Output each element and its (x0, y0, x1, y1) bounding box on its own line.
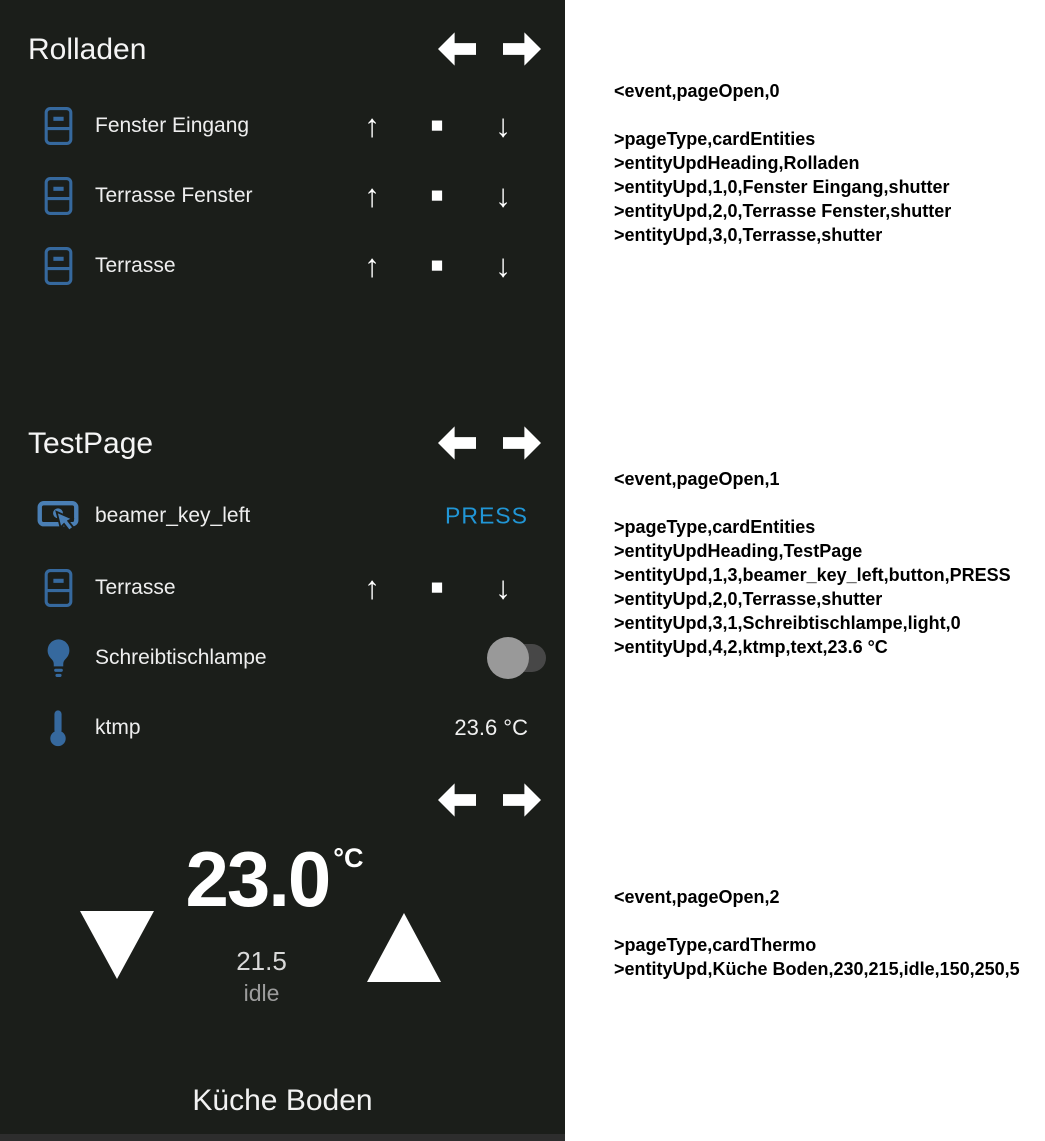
entity-row (0, 104, 565, 148)
shutter-stop-icon[interactable]: ■ (430, 114, 444, 137)
current-temperature-value: 23.0 (185, 835, 330, 923)
log-event-line: <event,pageOpen,1 (614, 469, 780, 489)
page-nav (438, 32, 541, 66)
entity-row (0, 706, 565, 750)
shutter-stop-icon[interactable]: ■ (430, 184, 444, 207)
serial-log-page2 (614, 885, 1020, 981)
page-nav (438, 783, 541, 817)
log-line: >entityUpd,2,0,Terrasse,shutter (614, 589, 883, 609)
log-line: >entityUpd,3,1,Schreibtischlampe,light,0 (614, 613, 961, 633)
shutter-icon (32, 569, 84, 608)
page-title: Rolladen (28, 33, 147, 66)
temperature-unit: °C (333, 843, 364, 873)
serial-log-page0 (614, 79, 951, 247)
log-line: >pageType,cardEntities (614, 129, 816, 149)
log-event-line: <event,pageOpen,0 (614, 81, 780, 101)
gesture-tap-button-icon (32, 495, 84, 537)
entity-row (0, 494, 565, 538)
entity-label: Terrasse Fenster (95, 184, 253, 207)
page-nav (438, 426, 541, 460)
serial-log-page1 (614, 467, 1011, 659)
current-temperature (0, 835, 557, 923)
sensor-value: 23.6 °C (454, 715, 528, 740)
entity-row (0, 174, 565, 218)
page-title: TestPage (28, 427, 154, 460)
log-line: >pageType,cardEntities (614, 517, 816, 537)
log-line: >entityUpd,2,0,Terrasse Fenster,shutter (614, 201, 952, 221)
thermometer-icon (32, 708, 84, 748)
entity-label: ktmp (95, 716, 141, 739)
entity-row (0, 244, 565, 288)
shutter-stop-icon[interactable]: ■ (430, 254, 444, 277)
shutter-down-icon[interactable]: ↓ (495, 177, 511, 214)
log-line: >entityUpdHeading,TestPage (614, 541, 863, 561)
entity-label: Terrasse (95, 576, 176, 599)
shutter-stop-icon[interactable]: ■ (430, 576, 444, 599)
log-event-line: <event,pageOpen,2 (614, 887, 780, 907)
entity-label: Terrasse (95, 254, 176, 277)
entity-row (0, 566, 565, 610)
toggle-knob[interactable] (487, 637, 529, 679)
entity-label: Fenster Eingang (95, 114, 250, 137)
entity-row (0, 636, 565, 680)
log-line: >pageType,cardThermo (614, 935, 817, 955)
light-bulb-icon (32, 638, 84, 679)
press-button[interactable]: PRESS (445, 502, 528, 529)
shutter-icon (32, 177, 84, 216)
log-line: >entityUpdHeading,Rolladen (614, 153, 860, 173)
page-prev-icon[interactable] (438, 32, 476, 66)
page-prev-icon[interactable] (438, 426, 476, 460)
log-line: >entityUpd,Küche Boden,230,215,idle,150,250,5 (614, 959, 1020, 979)
shutter-up-icon[interactable]: ↑ (364, 247, 380, 284)
thermostat-title: Küche Boden (192, 1084, 373, 1117)
log-line: >entityUpd,1,3,beamer_key_left,button,PRESS (614, 565, 1011, 585)
page-next-icon[interactable] (503, 32, 541, 66)
target-temperature: 21.5 (236, 946, 287, 976)
page-next-icon[interactable] (503, 783, 541, 817)
panel-edge (0, 1134, 565, 1141)
shutter-up-icon[interactable]: ↑ (364, 107, 380, 144)
light-toggle[interactable] (494, 644, 546, 672)
shutter-down-icon[interactable]: ↓ (495, 107, 511, 144)
hvac-state: idle (243, 980, 280, 1006)
page-next-icon[interactable] (503, 426, 541, 460)
shutter-up-icon[interactable]: ↑ (364, 569, 380, 606)
shutter-icon (32, 247, 84, 286)
log-line: >entityUpd,4,2,ktmp,text,23.6 °C (614, 637, 888, 657)
page-prev-icon[interactable] (438, 783, 476, 817)
entity-label: Schreibtischlampe (95, 646, 267, 669)
shutter-icon (32, 107, 84, 146)
shutter-down-icon[interactable]: ↓ (495, 569, 511, 606)
entity-label: beamer_key_left (95, 504, 251, 527)
shutter-up-icon[interactable]: ↑ (364, 177, 380, 214)
shutter-down-icon[interactable]: ↓ (495, 247, 511, 284)
log-line: >entityUpd,3,0,Terrasse,shutter (614, 225, 883, 245)
log-line: >entityUpd,1,0,Fenster Eingang,shutter (614, 177, 950, 197)
